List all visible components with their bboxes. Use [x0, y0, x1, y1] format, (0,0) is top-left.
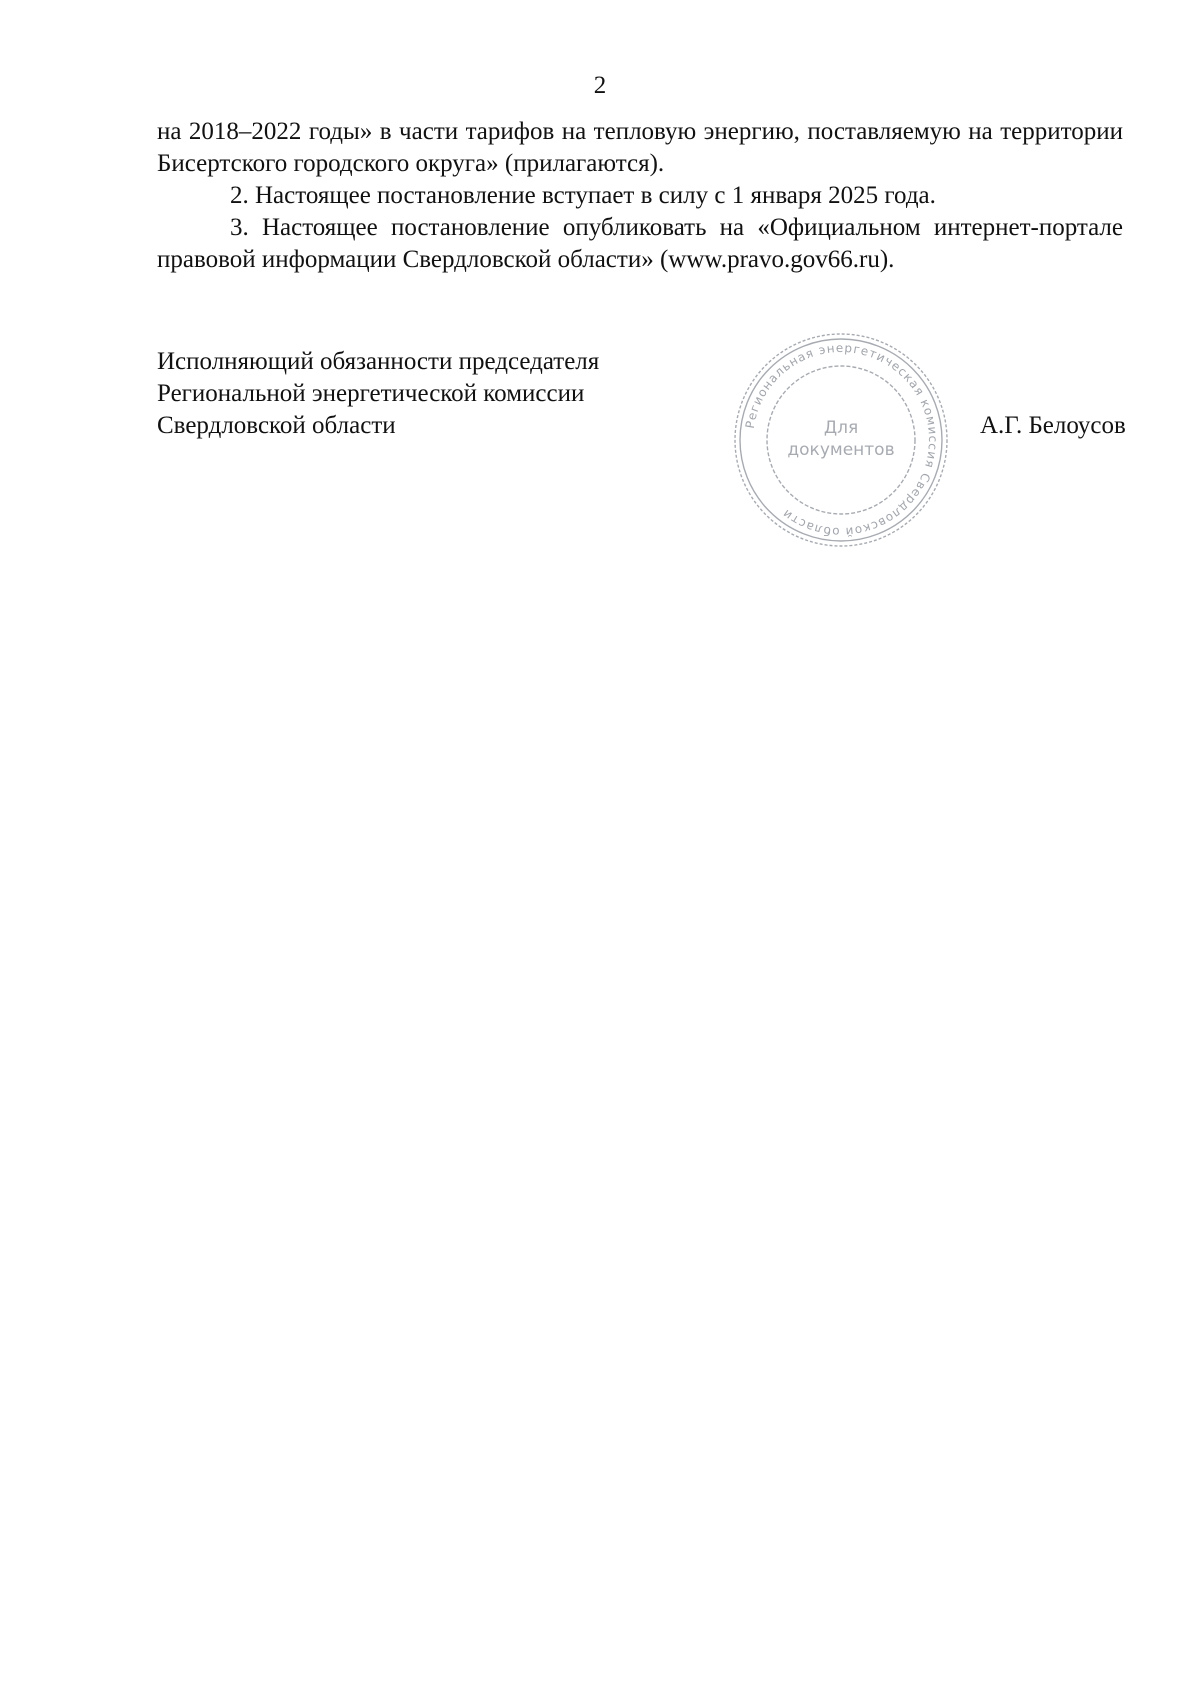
signatory-position-line: Региональной энергетической комиссии	[157, 380, 585, 407]
paragraph-continuation: на 2018–2022 годы» в части тарифов на тепловую энергию, поставляемую на территории Бисертского городского округа» (прилагаются).	[157, 118, 1123, 177]
document-body	[157, 116, 1123, 276]
official-seal	[730, 329, 952, 551]
page-number: 2	[593, 72, 607, 99]
paragraph-item-3: 3. Настоящее постановление опубликовать на «Официальном интернет-портале правовой информации Свердловской области» (www.pravo.gov66.ru).	[157, 214, 1123, 273]
signatory-position-line: Свердловской области	[157, 412, 396, 439]
seal-center-text: Для	[823, 418, 859, 438]
seal-center-text: документов	[787, 440, 895, 460]
signatory-name: А.Г. Белоусов	[980, 412, 1126, 439]
signatory-position-line: Исполняющий обязанности председателя	[157, 348, 600, 375]
signatory-position	[157, 346, 599, 442]
seal-ring-text: Региональная энергетическая комиссия Свердловской области	[742, 340, 941, 540]
paragraph-item-2: 2. Настоящее постановление вступает в силу с 1 января 2025 года.	[230, 182, 936, 209]
